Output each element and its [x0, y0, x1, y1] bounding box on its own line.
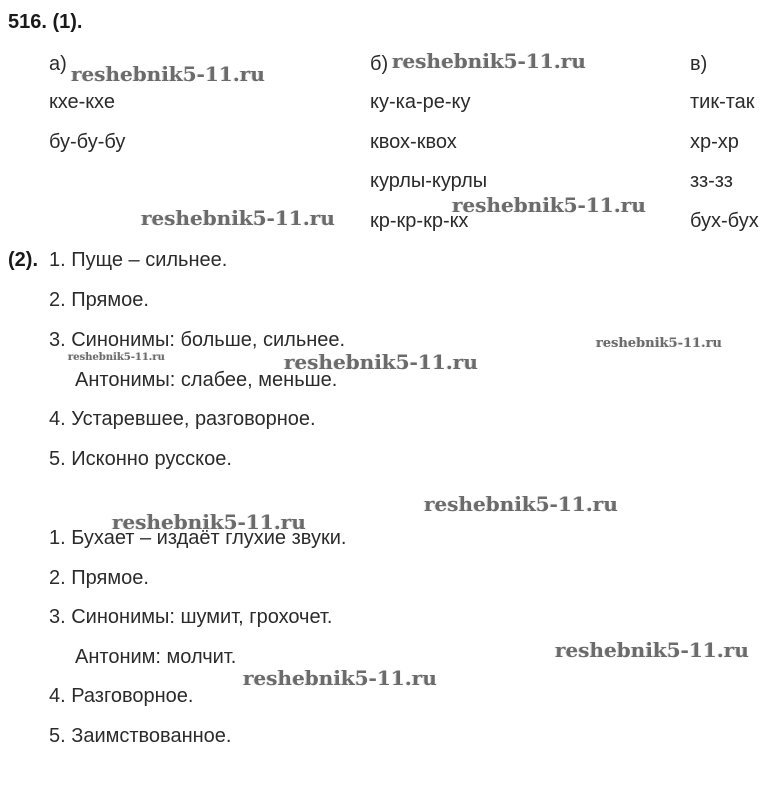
watermark: reshebnik5-11.ru [555, 638, 749, 662]
column-b-item: ку-ка-ре-ку [370, 91, 471, 113]
column-b-item: кр-кр-кр-кх [370, 210, 469, 232]
watermark: reshebnik5-11.ru [284, 350, 478, 374]
answer-line: 1. Пуще – сильнее. [49, 249, 228, 271]
column-c-item: зз-зз [690, 170, 733, 192]
column-b-item: квох-квох [370, 131, 457, 153]
watermark: reshebnik5-11.ru [596, 336, 723, 351]
watermark: reshebnik5-11.ru [243, 666, 437, 690]
column-a-item: кхе-кхе [49, 91, 115, 113]
column-b-label: б) [370, 53, 389, 75]
answer-line: 3. Синонимы: больше, сильнее. [49, 329, 346, 351]
watermark: reshebnik5-11.ru [68, 352, 165, 363]
exercise-number: 516. (1). [8, 11, 83, 33]
answer-line: 1. Бухает – издаёт глухие звуки. [49, 527, 347, 549]
column-c-item: бух-бух [690, 210, 759, 232]
column-a-label: а) [49, 53, 67, 75]
watermark: reshebnik5-11.ru [141, 206, 335, 230]
answer-line: 5. Исконно русское. [49, 448, 232, 470]
answer-line: Антонимы: слабее, меньше. [75, 369, 338, 391]
watermark: reshebnik5-11.ru [392, 49, 586, 73]
answer-line: 4. Устаревшее, разговорное. [49, 408, 316, 430]
watermark: reshebnik5-11.ru [424, 492, 618, 516]
answer-line: 5. Заимствованное. [49, 725, 232, 747]
column-b-item: курлы-курлы [370, 170, 488, 192]
column-c-label: в) [690, 53, 708, 75]
answer-line: 3. Синонимы: шумит, грохочет. [49, 606, 333, 628]
part-2-label: (2). [8, 249, 38, 271]
answer-line: 4. Разговорное. [49, 685, 194, 707]
watermark: reshebnik5-11.ru [452, 193, 646, 217]
answer-line: 2. Прямое. [49, 289, 149, 311]
answer-line: Антоним: молчит. [75, 646, 237, 668]
column-c-item: хр-хр [690, 131, 739, 153]
answer-line: 2. Прямое. [49, 567, 149, 589]
column-a-item: бу-бу-бу [49, 131, 126, 153]
watermark: reshebnik5-11.ru [112, 510, 306, 534]
column-c-item: тик-так [690, 91, 755, 113]
watermark: reshebnik5-11.ru [71, 62, 265, 86]
